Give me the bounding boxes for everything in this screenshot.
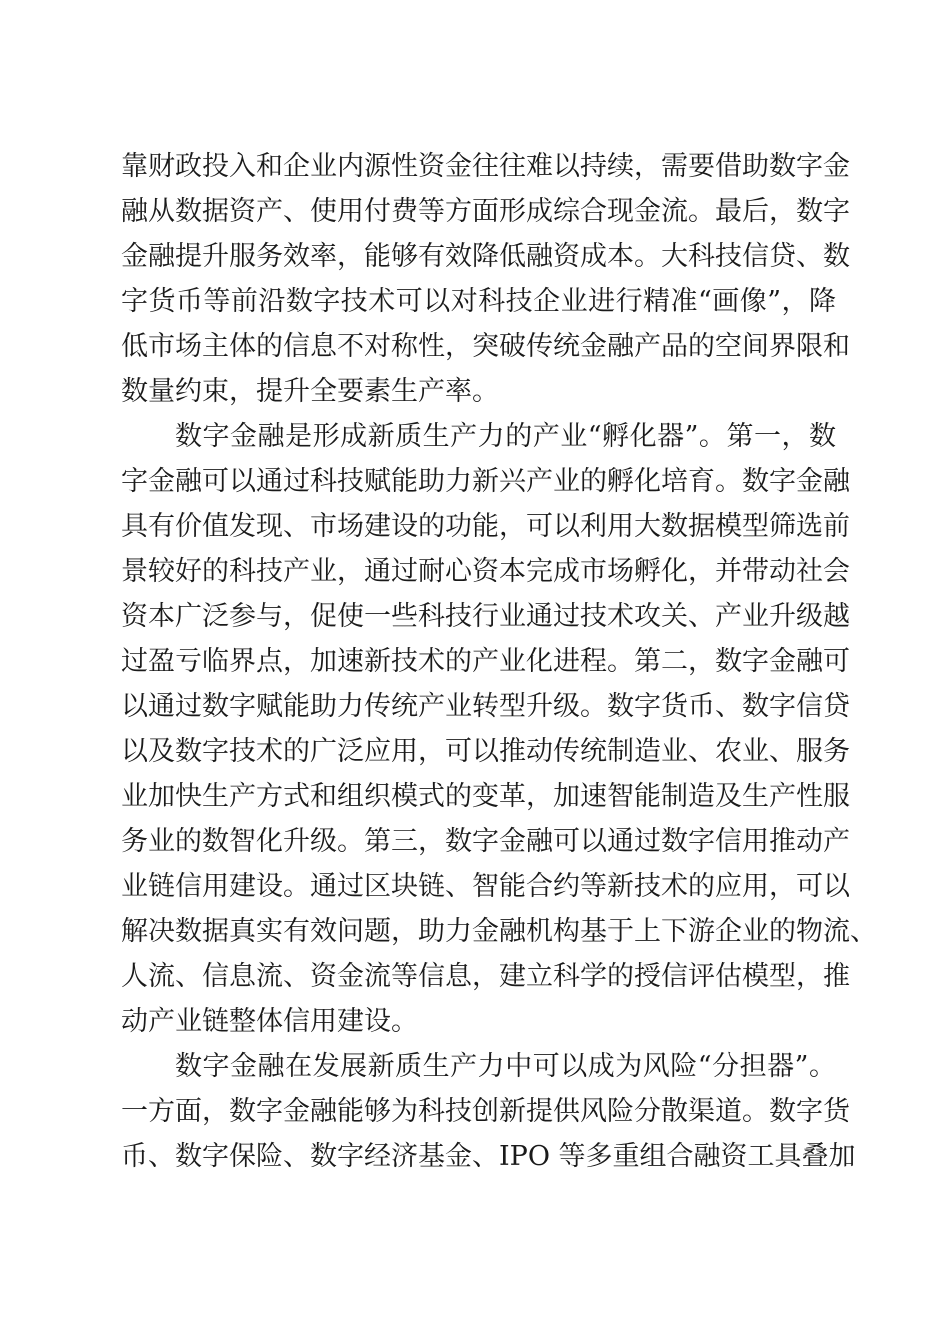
text-line-10: 景较好的科技产业，通过耐心资本完成市场孵化，并带动社会 [121, 556, 850, 587]
text-line-15: 业加快生产方式和组织模式的变革，加速智能制造及生产性服 [121, 781, 850, 812]
text-line-20: 动产业链整体信用建设。 [121, 1006, 418, 1037]
text-line-16: 务业的数智化升级。第三，数字金融可以通过数字信用推动产 [121, 826, 850, 857]
text-line-6: 数量约束，提升全要素生产率。 [121, 376, 499, 407]
text-line-13: 以通过数字赋能助力传统产业转型升级。数字货币、数字信贷 [121, 691, 850, 722]
text-line-5: 低市场主体的信息不对称性，突破传统金融产品的空间界限和 [121, 331, 850, 362]
text-line-4: 字货币等前沿数字技术可以对科技企业进行精准“画像”，降 [121, 286, 836, 317]
text-line-8: 字金融可以通过科技赋能助力新兴产业的孵化培育。数字金融 [121, 466, 850, 497]
paragraph-start-3: 数字金融在发展新质生产力中可以成为风险“分担器”。 [175, 1051, 836, 1082]
text-line-14: 以及数字技术的广泛应用，可以推动传统制造业、农业、服务 [121, 736, 850, 767]
body-text [121, 144, 877, 1179]
text-line-9: 具有价值发现、市场建设的功能，可以利用大数据模型筛选前 [121, 511, 850, 542]
text-line-11: 资本广泛参与，促使一些科技行业通过技术攻关、产业升级越 [121, 601, 850, 632]
text-line-23: 币、数字保险、数字经济基金、IPO 等多重组合融资工具叠加 [121, 1141, 856, 1172]
text-line-18: 解决数据真实有效问题，助力金融机构基于上下游企业的物流、 [121, 916, 877, 947]
text-line-22: 一方面，数字金融能够为科技创新提供风险分散渠道。数字货 [121, 1096, 850, 1127]
text-line-2: 融从数据资产、使用付费等方面形成综合现金流。最后，数字 [121, 196, 850, 227]
text-line-19: 人流、信息流、资金流等信息，建立科学的授信评估模型，推 [121, 961, 850, 992]
text-line-12: 过盈亏临界点，加速新技术的产业化进程。第二，数字金融可 [121, 646, 850, 677]
text-line-1: 靠财政投入和企业内源性资金往往难以持续，需要借助数字金 [121, 151, 850, 182]
paragraph-start-2: 数字金融是形成新质生产力的产业“孵化器”。第一，数 [175, 421, 836, 452]
text-line-3: 金融提升服务效率，能够有效降低融资成本。大科技信贷、数 [121, 241, 850, 272]
text-line-17: 业链信用建设。通过区块链、智能合约等新技术的应用，可以 [121, 871, 850, 902]
